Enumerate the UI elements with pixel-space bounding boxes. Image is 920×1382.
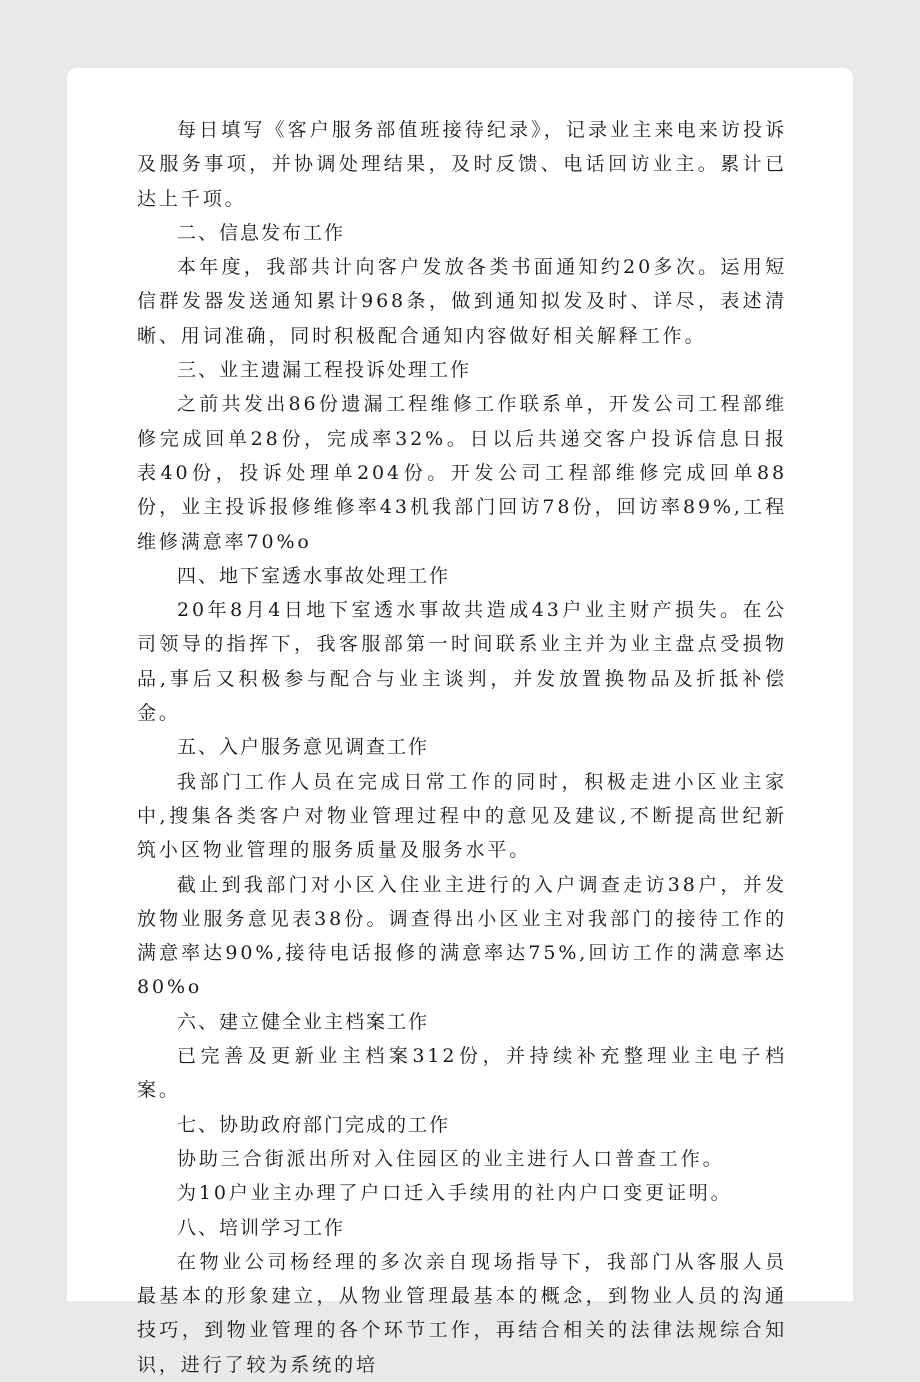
paragraph-home-survey: 我部门工作人员在完成日常工作的同时，积极走进小区业主家中,搜集各类客户对物业管理过程中的意见及建议,不断提高世纪新筑小区物业管理的服务质量及服务水平。: [137, 770, 787, 862]
section-heading-training: 八、培训学习工作: [177, 1216, 346, 1239]
paragraph-legacy-engineering: 之前共发出86份遗漏工程维修工作联系单，开发公司工程部维修完成回单28份，完成率32%。日以后共递交客户投诉信息日报表40份，投诉处理单204份。开发公司工程部维修完成回单88份，业主投诉报修维修率43机我部门回访78份，回访率89%,工程维修满意率70%o: [137, 393, 787, 553]
section-heading-home-survey: 五、入户服务意见调查工作: [177, 736, 430, 759]
section-heading-basement-leak: 四、地下室透水事故处理工作: [177, 564, 451, 587]
document-body: [137, 113, 787, 1382]
paragraph-basement-leak: 20年8月4日地下室透水事故共造成43户业主财产损失。在公司领导的指挥下，我客服部第一时间联系业主并为业主盘点受损物品,事后又积极参与配合与业主谈判，并发放置换物品及折抵补偿金。: [137, 599, 787, 725]
paragraph-owner-archives: 已完善及更新业主档案312份，并持续补充整理业主电子档案。: [137, 1045, 787, 1102]
section-heading-legacy-engineering: 三、业主遗漏工程投诉处理工作: [177, 359, 472, 382]
paragraph-household-registration: 为10户业主办理了户口迁入手续用的社内户口变更证明。: [177, 1182, 733, 1205]
section-heading-government-assist: 七、协助政府部门完成的工作: [177, 1113, 451, 1136]
paragraph-info-release: 本年度，我部共计向客户发放各类书面通知约20多次。运用短信群发器发送通知累计968条，做到通知拟发及时、详尽，表述清晰、用词准确，同时积极配合通知内容做好相关解释工作。: [137, 256, 787, 347]
paragraph-training: 在物业公司杨经理的多次亲自现场指导下，我部门从客服人员最基本的形象建立，从物业管理最基本的概念，到物业人员的沟通技巧，到物业管理的各个环节工作，再结合相关的法律法规综合知识，进行了较为系统的培: [137, 1250, 787, 1376]
section-heading-owner-archives: 六、建立健全业主档案工作: [177, 1010, 430, 1033]
section-heading-info-release: 二、信息发布工作: [177, 221, 346, 244]
document-page: [67, 68, 853, 1376]
paragraph-survey-results: 截止到我部门对小区入住业主进行的入户调查走访38户，并发放物业服务意见表38份。调查得出小区业主对我部门的接待工作的满意率达90%,接待电话报修的满意率达75%,回访工作的满意率达80%o: [137, 873, 787, 999]
paragraph-census-assist: 协助三合街派出所对入住园区的业主进行人口普查工作。: [177, 1147, 725, 1170]
paragraph-duty-log: 每日填写《客户服务部值班接待纪录》，记录业主来电来访投诉及服务事项，并协调处理结果，及时反馈、电话回访业主。累计已达上千项。: [137, 119, 787, 210]
